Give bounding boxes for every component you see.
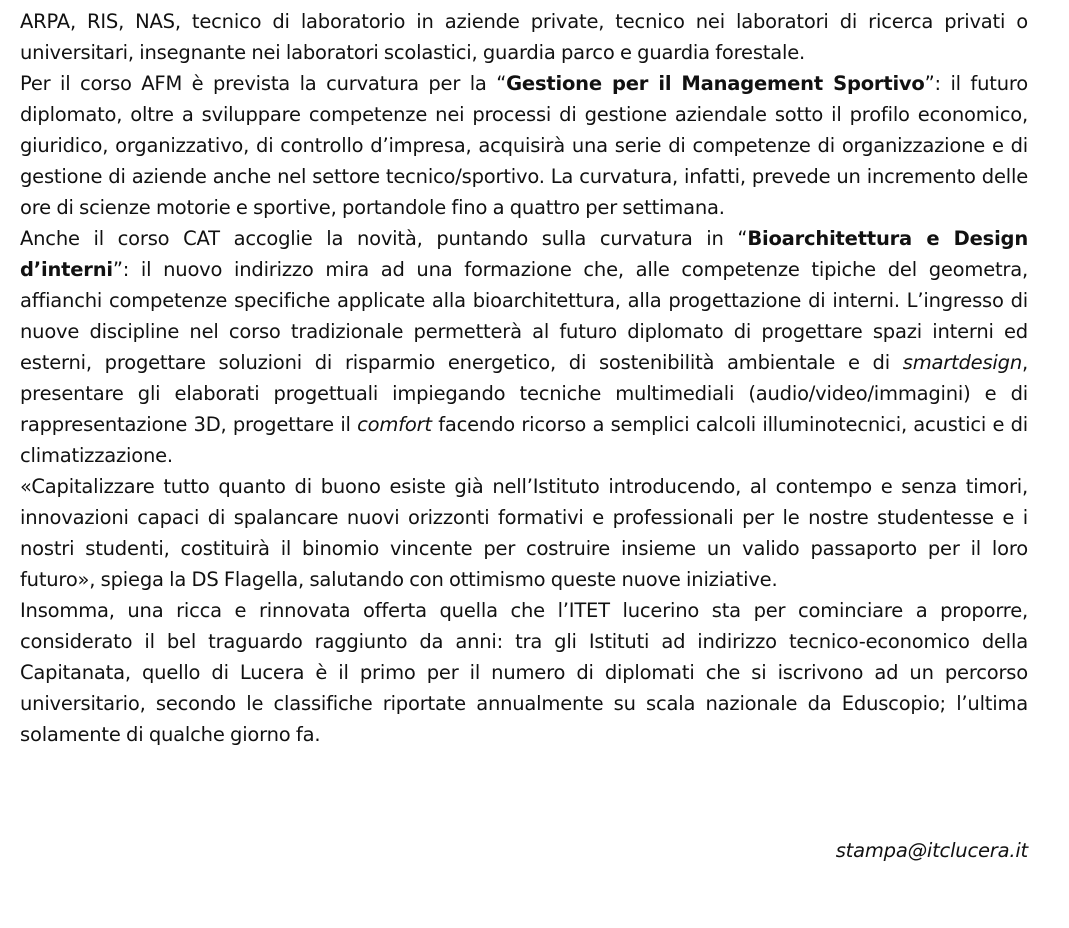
text-run: facendo ricorso a semplici calcoli illuminotecnici, acustici e di climatizzazione. <box>20 413 1028 467</box>
text-run: Anche il corso CAT accoglie la novità, puntando sulla curvatura in “ <box>20 227 748 250</box>
bold-run: Gestione per il Management Sportivo <box>506 72 925 95</box>
paragraph-careers <box>20 6 1028 68</box>
paragraph-afm-curvatura <box>20 68 1028 223</box>
text-run: Insomma, una ricca e rinnovata offerta quella che l’ITET lucerino sta per cominciare a proporre, considerato il bel traguardo raggiunto da anni: tra gli Istituti ad indirizzo tecnico-economico della Capitanata, quello di Lucera è il primo per il numero di diplomati che si iscrivono ad un percorso universitario, secondo le classifiche riportate annualmente su scala nazionale da Eduscopio; l’ultima solamente di qualche giorno fa. <box>20 599 1028 746</box>
text-run: Per il corso AFM è prevista la curvatura per la “ <box>20 72 507 95</box>
paragraph-cat-curvatura <box>20 223 1028 471</box>
text-run: ARPA, RIS, NAS, tecnico di laboratorio in aziende private, tecnico nei laboratori di ricerca privati o universitari, insegnante nei laboratori scolastici, guardia parco e guardia forestale. <box>20 10 1028 64</box>
italic-run: comfort <box>357 413 432 436</box>
paragraph-conclusion <box>20 595 1028 750</box>
paragraph-quote-ds <box>20 471 1028 595</box>
text-run: ”: il nuovo indirizzo mira ad una formazione che, alle competenze tipiche del geometra, affianchi competenze specifiche applicate alla bioarchitettura, alla progettazione di interni. L’ingresso di nuove discipline nel corso tradizionale permetterà al futuro diplomato di progettare spazi interni ed esterni, progettare soluzioni di risparmio energetico, di sostenibilità ambientale e di <box>20 258 1028 374</box>
text-run: «Capitalizzare tutto quanto di buono esiste già nell’Istituto introducendo, al contempo e senza timori, innovazioni capaci di spalancare nuovi orizzonti formativi e professionali per le nostre studentesse e i nostri studenti, costituirà il binomio vincente per costruire insieme un valido passaporto per il loro futuro», spiega la DS Flagella, salutando con ottimismo queste nuove iniziative. <box>20 475 1028 591</box>
italic-run: smartdesign <box>902 351 1022 374</box>
signature-email: stampa@itclucera.it <box>835 839 1028 862</box>
text-run: ”: il futuro diplomato, oltre a sviluppare competenze nei processi di gestione aziendale sotto il profilo economico, giuridico, organizzativo, di controllo d’impresa, acquisirà una serie di competenze di organizzazione e di gestione di aziende anche nel settore tecnico/sportivo. La curvatura, infatti, prevede un incremento delle ore di scienze motorie e sportive, portandole fino a quattro per settimana. <box>20 72 1028 219</box>
text-run: , presentare gli elaborati progettuali impiegando tecniche multimediali (audio/video/immagini) e di rappresentazione 3D, progettare il <box>20 351 1028 436</box>
bold-run: Bioarchitettura e Design d’interni <box>20 227 1028 281</box>
